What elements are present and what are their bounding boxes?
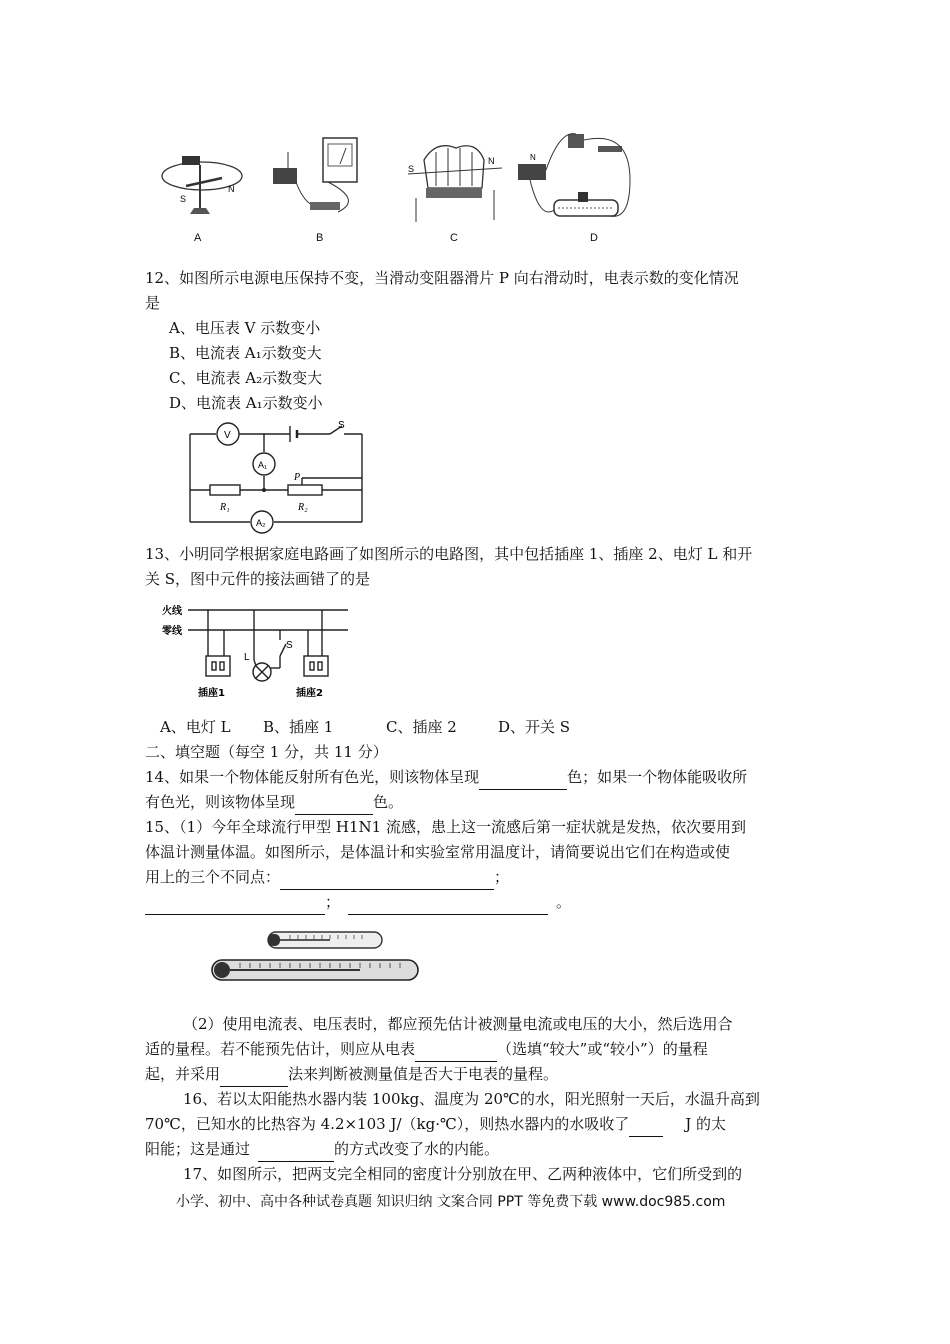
q14-text-1: 14、如果一个物体能反射所有色光，则该物体呈现 — [145, 768, 480, 786]
q12-switch-label: S — [338, 420, 345, 431]
q12-slider-label: P — [294, 472, 301, 483]
q12-circuit-diagram — [190, 420, 380, 530]
q15-p2-text-4: 法来判断被测量值是否大于电表的量程。 — [288, 1065, 559, 1083]
q13-switch-label: S — [286, 640, 293, 651]
q13-neutral-wire-label: 零线 — [162, 626, 182, 637]
q13-option-d: D、开关 S — [498, 718, 571, 736]
q12-r2-label: R₂ — [298, 502, 308, 513]
q13-socket1-label: 插座1 — [198, 688, 225, 699]
fig-d-rheostat-diagram — [510, 120, 640, 240]
q17-line1: 17、如图所示，把两支完全相同的密度计分别放在甲、乙两种液体中，它们所受到的 — [183, 1165, 743, 1183]
q14-text-4: 色。 — [373, 793, 404, 811]
fig-a-pole-n: N — [228, 184, 235, 194]
q12-a1-label: A₁ — [258, 460, 268, 470]
q15-line1: 15、（1）今年全球流行甲型 H1N1 流感，患上这一流感后第一症状就是发热，依次要用到 — [145, 818, 746, 836]
q14-text-2: 色；如果一个物体能吸收所 — [567, 768, 748, 786]
q15-part2-line1: （2）使用电流表、电压表时，都应预先估计被测量电流或电压的大小，然后选用合 — [183, 1015, 733, 1033]
q15-part2-line3 — [145, 1062, 558, 1087]
q15-thermometers-figure — [210, 928, 430, 988]
fig-c-pole-s: S — [408, 164, 415, 174]
q15-end: 。 — [556, 893, 572, 911]
q16-text-4: 的方式改变了水的内能。 — [334, 1140, 500, 1158]
q15-blank-2[interactable] — [145, 896, 325, 915]
q13-socket2-label: 插座2 — [296, 688, 323, 699]
q16-line2 — [145, 1112, 726, 1137]
q13-home-circuit-diagram — [162, 600, 362, 700]
q12-r1-label: R₁ — [220, 502, 230, 513]
fig-c-hand-coil-diagram — [406, 130, 506, 240]
q14-line2 — [145, 790, 403, 815]
q14-blank-1[interactable] — [479, 771, 567, 790]
q15-line2: 体温计测量体温。如图所示，是体温计和实验室常用温度计，请简要说出它们在构造或使 — [145, 843, 731, 861]
q16-blank-2[interactable] — [258, 1143, 334, 1162]
q13-option-b: B、插座 1 — [263, 718, 334, 736]
q13-lamp-label: L — [244, 652, 250, 663]
q15-sep-2: ； — [325, 893, 341, 911]
fig-a-pole-s: S — [180, 194, 187, 204]
q15-blank-3[interactable] — [348, 896, 548, 915]
page-footer: 小学、初中、高中各种试卷真题 知识归纳 文案合同 PPT 等免费下载 www.doc985.com — [176, 1194, 726, 1210]
fig-label-d: D — [590, 232, 598, 244]
q13-live-wire-label: 火线 — [162, 606, 182, 617]
q15-p2-text-1: 适的量程。若不能预先估计，则应从电表 — [145, 1040, 416, 1058]
q15-blank-5[interactable] — [220, 1068, 288, 1087]
q16-text-3: 阳能；这是通过 — [145, 1140, 251, 1158]
q13-stem-line1: 13、小明同学根据家庭电路画了如图所示的电路图，其中包括插座 1、插座 2、电灯 L 和开 — [145, 545, 753, 563]
q15-line3 — [145, 865, 509, 890]
q12-voltmeter-label: V — [224, 430, 231, 441]
q13-stem-line2: 关 S，图中元件的接法画错了的是 — [145, 570, 371, 588]
clinical-thermometer — [268, 932, 382, 948]
fig-label-b: B — [316, 232, 324, 244]
q16-line1: 16、若以太阳能热水器内装 100kg、温度为 20℃的水，阳光照射一天后，水温升高到 — [183, 1090, 760, 1108]
q15-blank-1[interactable] — [280, 871, 494, 890]
q13-option-a: A、电灯 L — [160, 718, 231, 736]
section-title-fill-in: 二、填空题（每空 1 分，共 11 分） — [145, 743, 388, 761]
fig-a-magnet-diagram — [160, 130, 250, 240]
q15-p2-text-2: （选填“较大”或“较小”）的量程 — [497, 1040, 708, 1058]
q16-line3 — [145, 1137, 499, 1162]
q12-option-d: D、电流表 A₁示数变小 — [169, 394, 323, 412]
fig-label-a: A — [194, 232, 202, 244]
q15-sep-1: ； — [494, 868, 510, 886]
fig-d-pole-n: N — [530, 153, 536, 162]
q15-blank-4[interactable] — [415, 1043, 497, 1062]
fig-c-pole-n: N — [488, 156, 495, 166]
q12-option-a: A、电压表 V 示数变小 — [169, 319, 321, 337]
q15-p2-text-3: 起，并采用 — [145, 1065, 221, 1083]
q15-text-1: 用上的三个不同点： — [145, 868, 281, 886]
q12-stem-line2: 是 — [145, 294, 161, 312]
fig-label-c: C — [450, 232, 458, 244]
q15-line4 — [145, 890, 571, 915]
q15-part2-line2 — [145, 1037, 708, 1062]
q14-text-3: 有色光，则该物体呈现 — [145, 793, 296, 811]
q12-a2-label: A₂ — [256, 518, 266, 528]
q12-stem-line1: 12、如图所示电源电压保持不变，当滑动变阻器滑片 P 向右滑动时，电表示数的变化情况 — [145, 269, 739, 287]
figure-q11 — [150, 120, 650, 250]
q16-text-2: J 的太 — [685, 1115, 727, 1133]
q14-line1 — [145, 765, 747, 790]
q12-option-b: B、电流表 A₁示数变大 — [169, 344, 322, 362]
q14-blank-2[interactable] — [295, 796, 373, 815]
fig-b-galvanometer-diagram — [268, 120, 368, 230]
q12-option-c: C、电流表 A₂示数变大 — [169, 369, 323, 387]
q16-text-1: 70℃，已知水的比热容为 4.2×103 J/（kg·℃），则热水器内的水吸收了 — [145, 1115, 630, 1133]
q16-blank-1[interactable] — [629, 1118, 663, 1137]
q13-option-c: C、插座 2 — [386, 718, 457, 736]
lab-thermometer — [212, 960, 418, 980]
